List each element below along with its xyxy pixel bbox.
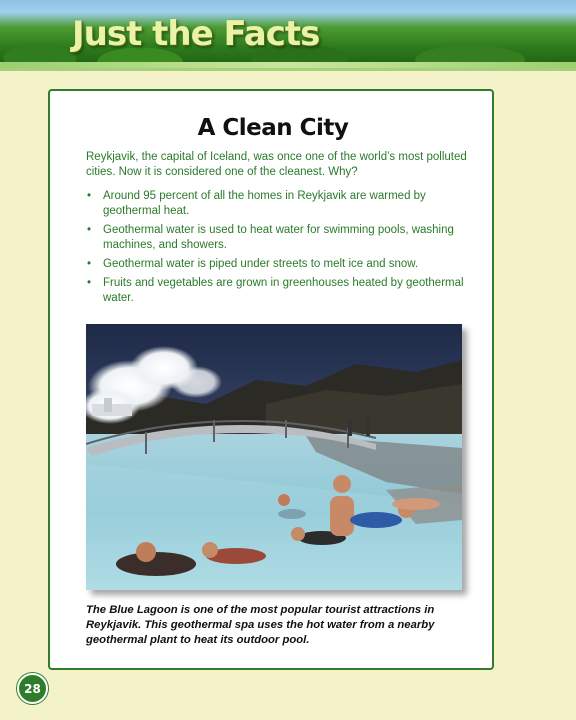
page-number-badge: 28 [17, 673, 48, 704]
blue-lagoon-photo [86, 324, 462, 590]
fact-text: Fruits and vegetables are grown in greenhouses heated by geothermal water. [103, 277, 464, 304]
bullet-icon: • [87, 224, 92, 236]
bullet-icon: • [87, 258, 92, 270]
list-item [86, 276, 470, 306]
fact-text: Around 95 percent of all the homes in Reykjavik are warmed by geothermal heat. [103, 190, 426, 217]
article-panel [48, 89, 494, 670]
list-item [86, 189, 470, 219]
bullet-icon: • [87, 190, 92, 202]
banner-band [0, 62, 576, 68]
blue-lagoon-illustration [86, 324, 462, 590]
photo-caption: The Blue Lagoon is one of the most popular tourist attractions in Reykjavik. This geothermal spa uses the hot water from a nearby geothermal plant to heat its outdoor pool. [86, 604, 435, 646]
banner-title: Just the Facts [72, 14, 320, 54]
article-title: A Clean City [197, 115, 349, 141]
facts-list [86, 189, 470, 310]
article-intro: Reykjavik, the capital of Iceland, was once one of the world’s most polluted cities. Now it is considered one of the cleanest. Why? [86, 151, 467, 178]
list-item [86, 223, 470, 253]
list-item [86, 257, 470, 272]
header-banner [0, 0, 576, 71]
bullet-icon: • [87, 277, 92, 289]
fact-text: Geothermal water is used to heat water for swimming pools, washing machines, and showers. [103, 224, 454, 251]
fact-text: Geothermal water is piped under streets to melt ice and snow. [103, 258, 419, 270]
